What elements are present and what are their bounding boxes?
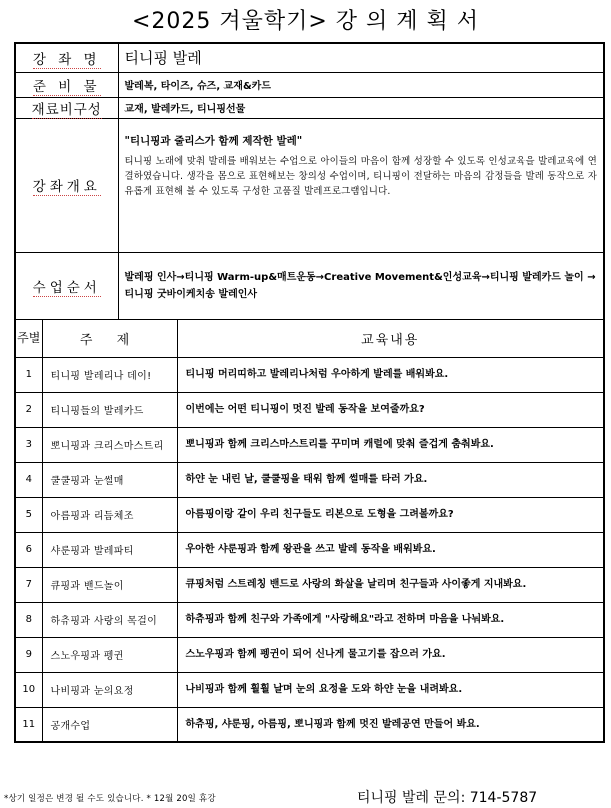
week-topic: 공개수업 bbox=[42, 707, 177, 742]
overview-body: 티니핑 노래에 맞춰 발레를 배워보는 수업으로 아이들의 마음이 함께 성장할 수 있도록 인성교육을 발레교육에 연결하였습니다. 생각을 몸으로 표현해보는 창의성 수업이며, 티니핑이 전달하는 마음의 감정들을 발레 동작으로 자유롭게 표현해 볼 수 있도록 구성한 고품질 발레프로그램입니다. bbox=[124, 155, 597, 197]
schedule-row bbox=[15, 567, 604, 602]
week-topic: 티니핑 발레리나 데이! bbox=[42, 357, 177, 392]
schedule-row bbox=[15, 392, 604, 427]
schedule-header-row bbox=[15, 319, 604, 357]
footer-contact: 티니핑 발레 문의: 714-5787 bbox=[357, 790, 538, 806]
topic-header: 주 제 bbox=[42, 319, 177, 357]
week-topic: 스노우핑과 펭귄 bbox=[42, 637, 177, 672]
schedule-row bbox=[15, 357, 604, 392]
week-number: 3 bbox=[15, 427, 42, 462]
schedule-row bbox=[15, 532, 604, 567]
week-content: 하얀 눈 내린 날, 쿨쿨핑을 태워 함께 썰매를 타러 가요. bbox=[177, 462, 604, 497]
overview-heading: "티니핑과 줄리스가 함께 제작한 발레" bbox=[124, 134, 303, 147]
week-content: 하츄핑과 함께 친구와 가족에게 "사랑해요"라고 전하며 마음을 나눠봐요. bbox=[177, 602, 604, 637]
schedule-row bbox=[15, 497, 604, 532]
week-content: 큐핑처럼 스트레칭 밴드로 사랑의 화살을 날리며 친구들과 사이좋게 지내봐요. bbox=[177, 567, 604, 602]
order-label: 수업순서 bbox=[15, 252, 118, 319]
footer-note: *상기 일정은 변경 될 수도 있습니다. * 12월 20일 휴강 bbox=[4, 794, 216, 804]
week-number: 7 bbox=[15, 567, 42, 602]
overview-content bbox=[118, 118, 604, 252]
week-topic: 하츄핑과 사랑의 목걸이 bbox=[42, 602, 177, 637]
materials-label: 준 비 물 bbox=[15, 72, 118, 97]
week-topic: 뽀니핑과 크리스마스트리 bbox=[42, 427, 177, 462]
page-title: <2025 겨울학기> 강 의 계 획 서 bbox=[131, 9, 480, 34]
schedule-rows bbox=[15, 357, 604, 742]
composition-value: 교재, 발레카드, 티니핑선물 bbox=[118, 97, 604, 118]
schedule-row bbox=[15, 637, 604, 672]
week-number: 2 bbox=[15, 392, 42, 427]
week-number: 11 bbox=[15, 707, 42, 742]
lecture-plan-table bbox=[14, 42, 605, 743]
schedule-row bbox=[15, 707, 604, 742]
schedule-row bbox=[15, 602, 604, 637]
course-name-row bbox=[15, 43, 604, 72]
week-number: 5 bbox=[15, 497, 42, 532]
week-content: 우아한 샤룬핑과 함께 왕관을 쓰고 발레 동작을 배워봐요. bbox=[177, 532, 604, 567]
order-row bbox=[15, 252, 604, 319]
week-content: 아름핑이랑 같이 우리 친구들도 리본으로 도형을 그려볼까요? bbox=[177, 497, 604, 532]
schedule-row bbox=[15, 462, 604, 497]
week-header: 주별 bbox=[15, 319, 42, 357]
week-topic: 아름핑과 리듬체조 bbox=[42, 497, 177, 532]
week-number: 4 bbox=[15, 462, 42, 497]
materials-value: 발레복, 타이즈, 슈즈, 교재&카드 bbox=[118, 72, 604, 97]
week-number: 10 bbox=[15, 672, 42, 707]
overview-label: 강좌개요 bbox=[15, 118, 118, 252]
order-value: 발레핑 인사→티니핑 Warm-up&매트운동→Creative Movement&인성교육→티니핑 발레카드 놀이 →티니핑 굿바이케치송 발레인사 bbox=[118, 252, 604, 319]
composition-row bbox=[15, 97, 604, 118]
schedule-row bbox=[15, 427, 604, 462]
week-topic: 샤룬핑과 발레파티 bbox=[42, 532, 177, 567]
week-number: 9 bbox=[15, 637, 42, 672]
week-content: 나비핑과 함께 훨훨 날며 눈의 요정을 도와 하얀 눈을 내려봐요. bbox=[177, 672, 604, 707]
course-name-value: 티니핑 발레 bbox=[118, 43, 604, 72]
course-name-label: 강 좌 명 bbox=[15, 43, 118, 72]
overview-row bbox=[15, 118, 604, 252]
week-content: 이번에는 어떤 티니핑이 멋진 발레 동작을 보여줄까요? bbox=[177, 392, 604, 427]
week-content: 티니핑 머리띠하고 발레리나처럼 우아하게 발레를 배워봐요. bbox=[177, 357, 604, 392]
composition-label: 재료비구성 bbox=[15, 97, 118, 118]
week-number: 8 bbox=[15, 602, 42, 637]
week-topic: 티니핑들의 발레카드 bbox=[42, 392, 177, 427]
schedule-row bbox=[15, 672, 604, 707]
week-topic: 쿨쿨핑과 눈썰매 bbox=[42, 462, 177, 497]
materials-row bbox=[15, 72, 604, 97]
content-header: 교육내용 bbox=[177, 319, 604, 357]
week-number: 1 bbox=[15, 357, 42, 392]
week-content: 뽀니핑과 함께 크리스마스트리를 꾸미며 캐럴에 맞춰 즐겁게 춤춰봐요. bbox=[177, 427, 604, 462]
week-topic: 나비핑과 눈의요정 bbox=[42, 672, 177, 707]
week-content: 하츄핑, 샤룬핑, 아름핑, 뽀니핑과 함께 멋진 발레공연 만들어 봐요. bbox=[177, 707, 604, 742]
week-number: 6 bbox=[15, 532, 42, 567]
week-content: 스노우핑과 함께 펭귄이 되어 신나게 물고기를 잡으러 가요. bbox=[177, 637, 604, 672]
week-topic: 큐핑과 밴드놀이 bbox=[42, 567, 177, 602]
